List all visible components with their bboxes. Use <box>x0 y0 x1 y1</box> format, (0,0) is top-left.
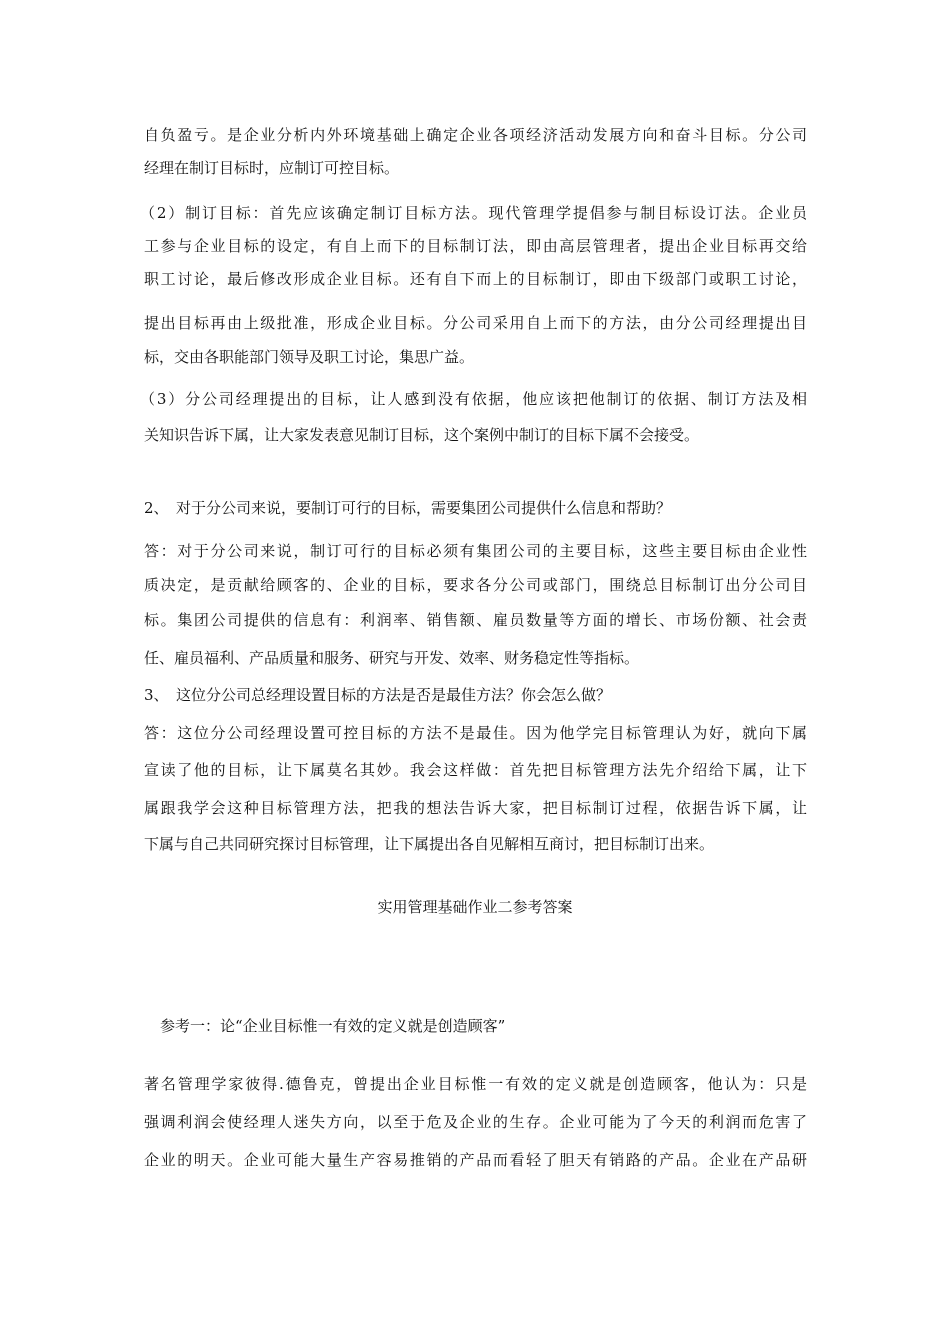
answer-line: 下属与自己共同研究探讨目标管理，让下属提出各自见解相互商讨，把目标制订出来。 <box>144 835 715 853</box>
question-2: 2、 对于分公司来说，要制订可行的目标，需要集团公司提供什么信息和帮助？ <box>144 499 672 517</box>
answer-line: 答：对于分公司来说，制订可行的目标必须有集团公司的主要目标，这些主要目标由企业性 <box>144 542 807 560</box>
paragraph-line: 经理在制订目标时，应制订可控目标。 <box>144 159 400 177</box>
paragraph-line: 关知识告诉下属，让大家发表意见制订目标，这个案例中制订的目标下属不会接受。 <box>144 426 700 444</box>
paragraph-line: 标，交由各职能部门领导及职工讨论，集思广益。 <box>144 348 475 366</box>
answer-line: 标。集团公司提供的信息有：利润率、销售额、雇员数量等方面的增长、市场份额、社会责 <box>144 611 807 629</box>
paragraph-line: 企业的明天。企业可能大量生产容易推销的产品而看轻了胆天有销路的产品。企业在产品研 <box>144 1151 807 1169</box>
paragraph-line: 强调利润会使经理人迷失方向，以至于危及企业的生存。企业可能为了今天的利润而危害了 <box>144 1113 807 1131</box>
paragraph-line: （2）制订目标：首先应该确定制订目标方法。现代管理学提倡参与制目标设订法。企业员 <box>140 204 807 222</box>
question-3: 3、 这位分公司总经理设置目标的方法是否是最佳方法？你会怎么做？ <box>144 686 612 704</box>
answer-line: 属跟我学会这种目标管理方法，把我的想法告诉大家，把目标制订过程，依据告诉下属，让 <box>144 799 807 817</box>
answer-line: 宣读了他的目标，让下属莫名其妙。我会这样做：首先把目标管理方法先介绍给下属，让下 <box>144 761 807 779</box>
answer-line: 质决定，是贡献给顾客的、企业的目标，要求各分公司或部门，围绕总目标制订出分公司目 <box>144 576 807 594</box>
paragraph-line: 职工讨论，最后修改形成企业目标。还有自下而上的目标制订，即由下级部门或职工讨论， <box>144 270 807 288</box>
paragraph-line: 工参与企业目标的设定，有自上而下的目标制订法，即由高层管理者，提出企业目标再交给 <box>144 237 807 255</box>
paragraph-line: 著名管理学家彼得.德鲁克，曾提出企业目标惟一有效的定义就是创造顾客，他认为：只是 <box>144 1075 807 1093</box>
answer-line: 答：这位分公司经理设置可控目标的方法不是最佳。因为他学完目标管理认为好，就向下属 <box>144 724 807 742</box>
reference-title: 参考一：论“企业目标惟一有效的定义就是创造顾客” <box>160 1017 506 1035</box>
paragraph-line: 提出目标再由上级批准，形成企业目标。分公司采用自上而下的方法，由分公司经理提出目 <box>144 314 807 332</box>
paragraph-line: 自负盈亏。是企业分析内外环境基础上确定企业各项经济活动发展方向和奋斗目标。分公司 <box>144 126 807 144</box>
paragraph-line: （3）分公司经理提出的目标，让人感到没有依据，他应该把他制订的依据、制订方法及相 <box>140 390 807 408</box>
answer-line: 任、雇员福利、产品质量和服务、研究与开发、效率、财务稳定性等指标。 <box>144 649 640 667</box>
section-heading: 实用管理基础作业二参考答案 <box>377 898 573 916</box>
